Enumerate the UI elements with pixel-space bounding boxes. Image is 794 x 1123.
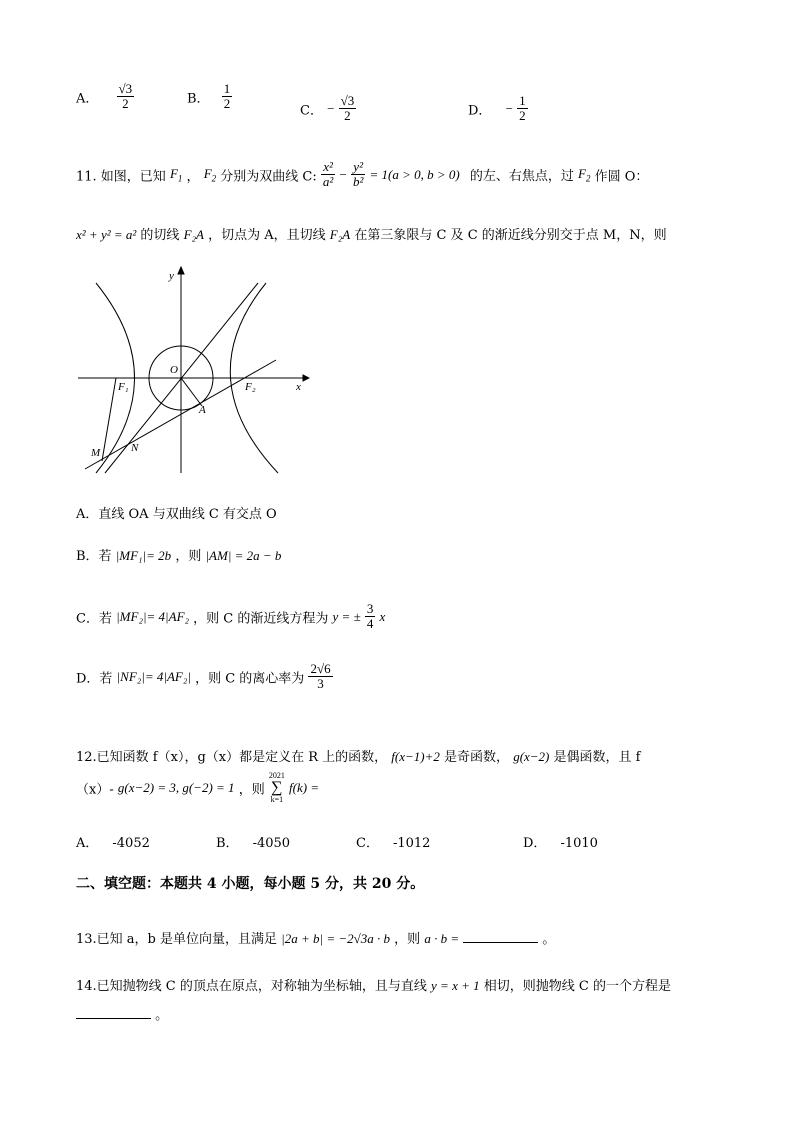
option-text: C．若 (76, 611, 112, 627)
numerator: √3 (340, 93, 355, 108)
comma: ， (186, 169, 200, 185)
fraction (222, 82, 233, 112)
minus-sign: − (505, 100, 513, 116)
q11-intro: 11. 如图，已知 (76, 169, 166, 185)
denominator: 2 (344, 108, 351, 124)
option-text: D．若 (76, 671, 113, 687)
q13-equation: |2a + b| = −2√3a · b (281, 931, 391, 946)
label-x: x (296, 381, 301, 393)
option-label: D． (468, 103, 492, 119)
q10-option-d (468, 94, 528, 124)
q11-text: 的切线 (140, 228, 180, 243)
q12-text: 是奇函数， (444, 750, 510, 765)
hyperbola-y-term (351, 160, 365, 190)
tangent-line: F₂A (329, 227, 351, 242)
q14-text: 14.已知抛物线 C 的顶点在原点，对称轴为坐标轴，且与直线 (76, 979, 427, 994)
segment-oa (181, 378, 202, 406)
option-equation: |MF₂|= 4|AF₂ (116, 608, 190, 624)
q14-equation: y = x + 1 (431, 978, 480, 993)
q11-line-2 (76, 224, 667, 243)
q13-text: 。 (542, 932, 556, 947)
minus-sign: − (327, 100, 335, 116)
q13-equation: a · b = (424, 931, 460, 946)
q12-option-d: D． -1010 (523, 836, 598, 851)
q12-text: 是偶函数，且 f (553, 750, 641, 765)
q14-line-2 (76, 1004, 168, 1023)
numerator: y² (353, 159, 363, 174)
sum-symbol: ∑ (271, 779, 283, 796)
summation (269, 772, 285, 804)
q10-option-b (187, 82, 232, 112)
hyperbola-x-term (321, 160, 335, 190)
label-y: y (169, 270, 174, 282)
numerator: 1 (223, 81, 231, 96)
option-text: ，则 C 的渐近线方程为 (193, 611, 329, 627)
denominator: 4 (366, 616, 374, 632)
numerator: 3 (366, 601, 374, 616)
y-axis-arrow (178, 267, 184, 274)
q12-equation: g(x−2) (513, 749, 550, 764)
minus: − (339, 166, 347, 182)
q12-option-a: A． -4052 (76, 836, 150, 851)
label-o: O (170, 364, 178, 376)
label-n: N (131, 442, 139, 454)
q11-text: 分别为双曲线 C: (220, 169, 317, 185)
label-f2: F₂ (245, 381, 256, 393)
fraction (517, 94, 528, 124)
option-text: ，则 (175, 549, 202, 564)
answer-blank[interactable] (463, 930, 538, 943)
q13-text: ，则 (394, 932, 421, 947)
q13-text: 13.已知 a，b 是单位向量，且满足 (76, 932, 278, 947)
q11-text: 作圆 O： (594, 169, 649, 185)
sum-body: f(k) = (289, 780, 320, 795)
sum-upper-limit: 2021 (268, 771, 285, 780)
q12-option-c: C． -1012 (356, 836, 431, 851)
q14-line-1 (76, 975, 671, 994)
q11-text: ，切点为 A，且切线 (208, 228, 326, 243)
x-axis-arrow (303, 375, 309, 381)
q11-text: 在第三象限与 C 及 C 的渐近线分别交于点 M，N，则 (354, 228, 667, 243)
fraction (339, 94, 357, 124)
q11-text: 的左、右焦点，过 (469, 169, 574, 185)
numerator: x² (323, 159, 333, 174)
q12-equation: g(x−2) = 3, g(−2) = 1 (117, 780, 235, 795)
q14-text: 。 (155, 1008, 169, 1023)
section-heading: 二、填空题：本题共 4 小题，每小题 5 分，共 20 分。 (76, 876, 425, 892)
q11-option-b (76, 545, 281, 564)
denominator: 2 (223, 96, 231, 112)
q12-line-2 (76, 772, 319, 804)
denominator: 2 (519, 108, 526, 124)
sum-lower-limit: k=1 (270, 795, 284, 804)
q10-option-c (300, 94, 356, 124)
fraction (308, 662, 332, 692)
option-equation: |MF₁|= 2b (115, 548, 172, 563)
label-m: M (91, 447, 101, 459)
circle-equation: x² + y² = a² (76, 227, 137, 242)
numerator: √3 (118, 81, 133, 96)
hyperbola-eq-rest: = 1(a > 0, b > 0) (369, 166, 460, 182)
option-equation: |AM| = 2a − b (205, 548, 282, 563)
f2-symbol: $F_2$ (203, 166, 217, 184)
option-label: C． (300, 103, 323, 119)
numerator: 2√6 (310, 661, 331, 676)
f1-symbol: $F_1$ (169, 166, 183, 184)
label-f1: F₁ (118, 381, 129, 393)
q13-line (76, 928, 555, 947)
q11-option-a: A．直线 OA 与双曲线 C 有交点 O (76, 507, 277, 522)
denominator: b² (352, 174, 364, 190)
q14-text: 相切，则抛物线 C 的一个方程是 (483, 979, 671, 994)
denominator: 2 (122, 96, 129, 112)
q11-line-1 (76, 160, 648, 190)
fraction (117, 82, 135, 112)
option-label: B． (187, 91, 210, 107)
tangent-line: F₂A (183, 227, 204, 242)
label-a: A (199, 404, 206, 416)
answer-pre: y = ± (332, 608, 361, 624)
option-text: ，则 C 的离心率为 (195, 671, 305, 687)
fraction (365, 602, 376, 632)
answer-blank[interactable] (76, 1006, 151, 1019)
q12-text: （x）- (76, 782, 114, 798)
denominator: a² (322, 174, 334, 190)
q11-option-d (76, 662, 333, 692)
numerator: 1 (519, 93, 526, 108)
q12-equation: f(x−1)+2 (391, 749, 440, 764)
option-text: B．若 (76, 549, 112, 564)
q10-option-a (76, 82, 134, 112)
q12-option-b: B． -4050 (216, 836, 291, 851)
f2-symbol: $F_2$ (578, 166, 591, 184)
denominator: 3 (317, 676, 324, 692)
q11-option-c (76, 602, 385, 632)
answer-post: x (379, 608, 386, 624)
segment-f1m (102, 378, 116, 461)
option-equation: |NF₂|= 4|AF₂| (116, 668, 191, 684)
option-label: A． (76, 91, 99, 107)
q12-text: 12.已知函数 f（x），g（x）都是定义在 R 上的函数， (76, 750, 388, 765)
q12-line-1 (76, 746, 640, 765)
q12-text: ，则 (238, 782, 265, 798)
hyperbola-figure (78, 265, 310, 480)
